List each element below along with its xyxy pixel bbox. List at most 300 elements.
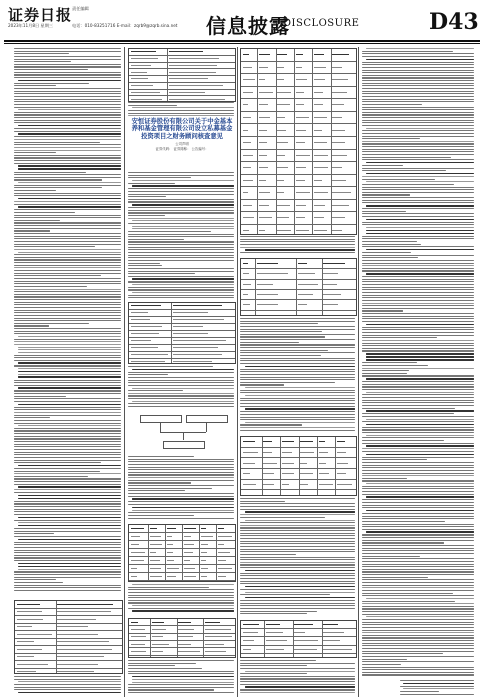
text-line (362, 384, 474, 385)
text-line (366, 273, 474, 275)
text-line (362, 122, 474, 123)
text-line (128, 515, 194, 516)
text-line (240, 252, 355, 253)
table-cell-text (257, 294, 278, 295)
text-line (362, 486, 474, 487)
table-row (241, 290, 356, 300)
text-line (128, 260, 234, 261)
table-cell-text (332, 217, 344, 218)
text-line (362, 375, 474, 376)
table-cell-text (332, 117, 342, 118)
text-line (240, 525, 355, 526)
text-line (362, 200, 474, 201)
text-line (362, 252, 411, 253)
table-cell-text (167, 528, 176, 529)
text-line (362, 83, 474, 84)
table-cell-text (300, 495, 312, 496)
table-row (129, 359, 235, 364)
text-line (240, 329, 355, 330)
table-cell-text (332, 167, 341, 168)
text-line (132, 369, 234, 371)
text-line (362, 109, 474, 110)
table-row (129, 634, 235, 641)
table-cell-border (262, 490, 263, 496)
text-line (240, 344, 355, 345)
text-line (14, 355, 121, 356)
text-line (14, 409, 121, 410)
text-line (128, 474, 234, 475)
table-cell-text (300, 441, 313, 442)
text-line (14, 528, 121, 529)
text-line (362, 268, 474, 269)
text-line (128, 485, 234, 486)
table-row (241, 269, 356, 279)
text-line (240, 517, 325, 518)
table-row (129, 338, 235, 345)
text-line (14, 217, 121, 218)
text-line (240, 360, 355, 361)
text-line (18, 525, 121, 527)
table-cell-text (131, 568, 137, 569)
text-line (14, 398, 121, 399)
text-line (240, 326, 355, 327)
text-line (14, 238, 121, 239)
table-cell-text (259, 217, 272, 218)
text-line (362, 550, 474, 551)
text-line (18, 539, 121, 541)
table-row (129, 331, 235, 338)
table-cell-text (243, 263, 249, 264)
text-line (128, 469, 234, 470)
text-line (366, 419, 474, 420)
column-1-table (14, 600, 123, 674)
text-line (362, 187, 474, 188)
text-line (14, 382, 121, 383)
table-cell-text (294, 624, 312, 625)
text-line (362, 297, 474, 298)
text-line (362, 488, 474, 489)
table-cell-text (282, 463, 294, 464)
table-row (15, 631, 122, 639)
text-line (240, 358, 355, 359)
text-line (128, 366, 213, 367)
text-line (245, 570, 355, 572)
text-line (403, 683, 474, 685)
text-line (128, 393, 234, 394)
table-cell-text (266, 632, 284, 633)
table-cell-text (319, 495, 331, 496)
text-line (132, 401, 234, 402)
text-line (366, 531, 474, 533)
table-cell-text (131, 326, 162, 327)
text-line (14, 299, 121, 300)
text-line (362, 427, 474, 428)
text-line (14, 462, 101, 463)
text-line (14, 676, 121, 677)
table-row (241, 280, 356, 290)
table-cell-text (243, 192, 248, 193)
table-cell-text (243, 473, 251, 474)
text-line (362, 176, 474, 177)
text-line (128, 234, 234, 235)
text-line (128, 372, 234, 373)
text-line (18, 198, 121, 200)
text-line (14, 201, 121, 202)
text-line (14, 503, 121, 504)
text-line (362, 593, 453, 594)
text-line (362, 402, 474, 403)
text-line (14, 51, 121, 52)
table-cell-text (263, 484, 274, 485)
table-cell-text (319, 452, 329, 453)
table-cell-text (131, 528, 144, 529)
table-cell-text (243, 130, 249, 131)
text-line (128, 464, 234, 465)
text-line (362, 564, 474, 565)
table-cell-text (205, 629, 231, 630)
table-cell-text (150, 560, 160, 561)
text-line (14, 514, 121, 515)
table-cell-text (298, 284, 318, 285)
table-cell-border (182, 581, 183, 582)
column-4-signature (400, 680, 474, 696)
table-row (129, 56, 235, 63)
table-cell-text (178, 636, 193, 637)
text-line (240, 681, 355, 682)
text-line (18, 566, 121, 568)
text-line (362, 659, 407, 660)
text-line (366, 356, 474, 358)
text-line (362, 611, 474, 612)
text-line (14, 187, 102, 188)
text-line (362, 117, 474, 118)
text-line (18, 425, 121, 426)
table-row (241, 437, 356, 448)
contact-info: 电话：010-83251716 E-mail：zqrb9@zqrb.sina.net (72, 23, 178, 28)
column-divider (124, 47, 125, 697)
table-cell-text (131, 312, 149, 313)
text-line (128, 210, 234, 211)
text-line (14, 155, 121, 156)
table-cell-text (243, 624, 259, 625)
table-cell-text (218, 528, 224, 529)
text-line (14, 536, 121, 537)
text-line (362, 170, 446, 171)
text-line (240, 321, 355, 322)
text-line (128, 496, 234, 497)
text-line (362, 632, 474, 633)
newspaper-logo: 证券日报 (8, 6, 73, 24)
table-cell-text (131, 319, 150, 320)
text-line (362, 622, 474, 623)
text-line (14, 328, 121, 329)
text-line (240, 371, 355, 372)
text-line (14, 101, 121, 102)
text-line (14, 302, 121, 303)
text-line (240, 583, 355, 584)
text-line (362, 179, 435, 180)
text-line (14, 307, 121, 308)
text-line (14, 501, 121, 502)
text-line (245, 408, 355, 410)
table-cell-text (131, 544, 140, 545)
text-line (362, 400, 474, 401)
table-cell-text (277, 54, 287, 55)
text-line (362, 653, 443, 654)
text-line (240, 369, 355, 370)
text-line (362, 571, 474, 572)
table-cell-text (277, 67, 283, 68)
text-line (14, 492, 121, 493)
text-line (362, 202, 474, 203)
text-line (14, 323, 89, 324)
text-line (132, 498, 234, 500)
table-row (241, 162, 356, 175)
text-line (128, 172, 234, 173)
table-cell-text (337, 463, 348, 464)
table-cell-text (243, 67, 252, 68)
text-line (14, 64, 121, 65)
text-line (128, 115, 234, 116)
table-cell-text (282, 441, 295, 442)
table-cell-text (201, 552, 208, 553)
table-cell-text (337, 495, 351, 496)
table-cell-text (205, 636, 232, 637)
text-line (362, 138, 420, 139)
text-line (132, 682, 234, 683)
text-line (14, 53, 69, 54)
table-cell-text (184, 528, 197, 529)
text-line (362, 263, 474, 264)
table-cell-text (300, 484, 308, 485)
table-cell-text (131, 65, 151, 66)
text-line (14, 262, 121, 263)
text-line (362, 64, 474, 65)
diagram-box (186, 415, 228, 423)
table-cell-text (169, 65, 217, 66)
text-line (132, 507, 234, 509)
text-line (240, 564, 355, 565)
table-cell-text (314, 104, 323, 105)
text-line (128, 273, 195, 274)
text-line (362, 651, 474, 652)
text-line (240, 501, 285, 502)
table-row (241, 175, 356, 188)
table-cell-text (218, 568, 233, 569)
table-cell-text (169, 58, 219, 59)
text-line (362, 545, 474, 546)
text-line (132, 676, 234, 678)
text-line (14, 484, 121, 485)
table-cell-text (218, 544, 224, 545)
table-cell-text (169, 78, 208, 79)
table-cell-border (165, 581, 166, 582)
text-line (128, 268, 234, 269)
table-cell-text (314, 79, 325, 80)
text-line (18, 125, 121, 127)
text-line (362, 149, 474, 150)
text-line (362, 648, 474, 649)
text-line (14, 152, 56, 153)
text-line (14, 542, 121, 543)
text-line (362, 630, 474, 631)
text-line (128, 665, 175, 666)
text-line (14, 72, 121, 73)
text-line (128, 263, 160, 264)
text-line (362, 513, 474, 514)
text-line (14, 478, 121, 479)
column-2-body-2 (128, 366, 234, 411)
table-cell-text (184, 576, 197, 577)
text-line (132, 388, 234, 389)
text-line (14, 244, 121, 245)
text-line (128, 477, 234, 478)
text-line (14, 555, 121, 556)
table-cell-text (17, 611, 43, 612)
table-row (129, 49, 235, 56)
table-cell-text (277, 230, 291, 231)
table-cell-text (169, 85, 224, 86)
table-cell-text (257, 263, 278, 264)
table-cell-text (259, 67, 268, 68)
text-line (14, 557, 121, 558)
table-cell-text (169, 51, 203, 52)
table-cell-text (323, 315, 347, 316)
text-line (362, 582, 474, 583)
text-line (240, 660, 316, 661)
table-cell-text (178, 629, 194, 630)
table-cell-text (314, 92, 323, 93)
text-line (128, 177, 191, 178)
table-cell-text (277, 117, 284, 118)
table-row (241, 458, 356, 469)
table-cell-text (131, 333, 160, 334)
table-cell-text (259, 167, 268, 168)
text-line (14, 471, 100, 472)
text-line (14, 550, 121, 551)
text-line (362, 465, 474, 466)
text-line (362, 211, 406, 212)
table-cell-text (277, 130, 285, 131)
text-line (128, 297, 234, 298)
table-cell-text (337, 473, 346, 474)
text-line (132, 610, 234, 612)
table-row (15, 601, 122, 609)
column-2-body (128, 172, 234, 300)
table-cell-text (173, 361, 212, 362)
text-line (128, 385, 234, 386)
table-cell-border (280, 490, 281, 496)
text-line (240, 244, 355, 245)
table-cell-text (131, 576, 137, 577)
table-cell-text (17, 649, 42, 650)
table-cell-text (263, 463, 277, 464)
text-line (128, 255, 234, 256)
issue-date: 2023年11月8日 星期三 (8, 23, 54, 28)
text-line (362, 505, 474, 506)
text-line (14, 574, 121, 575)
text-line (362, 643, 474, 644)
table-cell-text (169, 99, 225, 100)
table-cell-text (282, 452, 292, 453)
text-line (362, 292, 474, 293)
text-line (240, 427, 355, 428)
text-line (362, 310, 403, 311)
text-line (14, 222, 121, 223)
text-line (132, 220, 234, 221)
table-cell-text (263, 495, 271, 496)
table-cell-text (131, 560, 144, 561)
text-line (240, 557, 355, 558)
text-line (362, 558, 474, 559)
text-line (240, 419, 355, 420)
text-line (240, 403, 355, 404)
table-row (241, 300, 356, 310)
table-cell-text (323, 640, 340, 641)
text-line (128, 459, 234, 460)
text-line (14, 457, 121, 458)
text-line (240, 350, 328, 351)
table-row (241, 480, 356, 491)
text-line (362, 405, 474, 406)
text-line (128, 461, 234, 462)
text-line (14, 318, 121, 319)
column-2-wide-table (128, 524, 236, 582)
text-line (362, 627, 474, 628)
table-cell-text (17, 641, 34, 642)
table-cell-text (167, 560, 174, 561)
text-line (362, 56, 474, 57)
table-row (241, 637, 356, 645)
table-row (129, 565, 235, 573)
text-line (14, 144, 121, 145)
text-line (240, 336, 325, 337)
text-line (362, 443, 474, 444)
text-line (128, 501, 234, 502)
text-line (240, 594, 330, 595)
table-cell-text (282, 484, 289, 485)
diagram-connector (160, 422, 161, 432)
table-cell-text (257, 273, 288, 274)
text-line (128, 231, 211, 232)
text-line (240, 430, 355, 431)
text-line (362, 601, 455, 602)
text-line (14, 66, 121, 67)
text-line (14, 107, 121, 108)
text-line (14, 193, 121, 194)
table-cell-text (296, 230, 309, 231)
text-line (362, 345, 474, 346)
text-line (14, 687, 121, 688)
table-row (129, 541, 235, 549)
table-cell-text (277, 192, 284, 193)
text-line (362, 337, 437, 338)
text-line (14, 401, 121, 402)
text-line (128, 472, 234, 473)
table-cell-text (131, 361, 166, 362)
table-cell-text (184, 552, 193, 553)
table-row (129, 648, 235, 655)
table-cell-text (131, 72, 148, 73)
text-line (14, 320, 121, 321)
table-cell-text (131, 552, 146, 553)
text-line (240, 339, 355, 340)
table-cell-border (177, 656, 178, 658)
table-cell-text (243, 284, 251, 285)
table-cell-text (243, 180, 253, 181)
text-line (14, 85, 56, 86)
table-cell-text (57, 626, 88, 627)
